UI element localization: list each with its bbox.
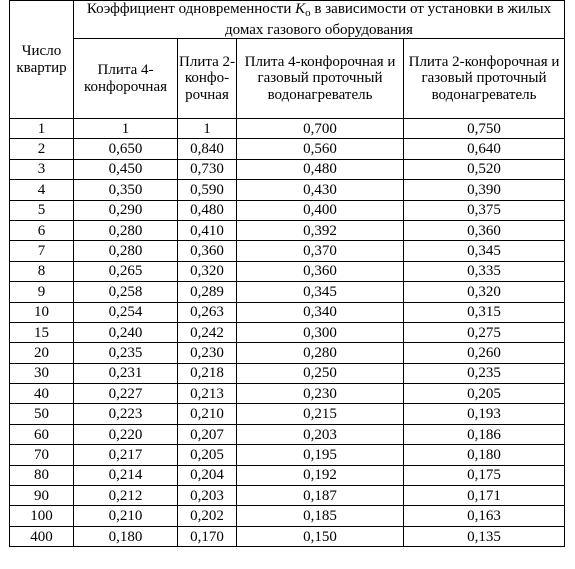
cell-stove-4: 0,223: [74, 404, 178, 424]
coefficient-table: [9, 0, 565, 547]
table-row: [10, 322, 565, 342]
cell-stove-4-heater: 0,430: [237, 180, 404, 200]
cell-flat-count: 10: [10, 302, 74, 322]
cell-stove-2-heater: 0,315: [404, 302, 565, 322]
column-header-row: [10, 39, 565, 119]
cell-flat-count: 60: [10, 424, 74, 444]
cell-stove-4: 0,280: [74, 241, 178, 261]
cell-flat-count: 100: [10, 506, 74, 526]
cell-stove-4: 0,280: [74, 220, 178, 240]
group-header-text-before: Коэффициент одновременности: [86, 1, 296, 17]
cell-stove-4-heater: 0,150: [237, 526, 404, 546]
cell-stove-4: 0,650: [74, 139, 178, 159]
cell-stove-4: 0,227: [74, 384, 178, 404]
table-row: [10, 261, 565, 281]
cell-stove-2: 0,263: [178, 302, 237, 322]
cell-stove-4-heater: 0,480: [237, 159, 404, 179]
cell-stove-4-heater: 0,360: [237, 261, 404, 281]
cell-stove-4: 0,290: [74, 200, 178, 220]
table-row: [10, 384, 565, 404]
header-stove-2-burner: Плита 2-конфо-рочная: [178, 39, 237, 119]
cell-stove-2: 0,590: [178, 180, 237, 200]
cell-stove-4-heater: 0,203: [237, 424, 404, 444]
cell-stove-2: 0,210: [178, 404, 237, 424]
cell-stove-2-heater: 0,275: [404, 322, 565, 342]
cell-stove-4-heater: 0,700: [237, 119, 404, 139]
cell-stove-2: 0,204: [178, 465, 237, 485]
cell-stove-4-heater: 0,230: [237, 384, 404, 404]
table-row: [10, 200, 565, 220]
table-row: [10, 506, 565, 526]
cell-stove-2-heater: 0,135: [404, 526, 565, 546]
cell-flat-count: 80: [10, 465, 74, 485]
cell-stove-4: 0,254: [74, 302, 178, 322]
cell-stove-2: 0,170: [178, 526, 237, 546]
cell-stove-4-heater: 0,400: [237, 200, 404, 220]
cell-stove-4-heater: 0,195: [237, 445, 404, 465]
cell-stove-4-heater: 0,215: [237, 404, 404, 424]
table-row: [10, 119, 565, 139]
cell-stove-4-heater: 0,370: [237, 241, 404, 261]
cell-flat-count: 9: [10, 282, 74, 302]
cell-stove-2: 1: [178, 119, 237, 139]
cell-stove-2: 0,410: [178, 220, 237, 240]
cell-stove-2: 0,230: [178, 343, 237, 363]
cell-flat-count: 15: [10, 322, 74, 342]
cell-stove-2-heater: 0,320: [404, 282, 565, 302]
header-stove-4-burner-water-heater: Плита 4-конфорочная и газовый проточный водонагреватель: [237, 39, 404, 119]
cell-stove-2: 0,360: [178, 241, 237, 261]
cell-flat-count: 5: [10, 200, 74, 220]
cell-stove-4-heater: 0,185: [237, 506, 404, 526]
cell-stove-2: 0,202: [178, 506, 237, 526]
cell-flat-count: 50: [10, 404, 74, 424]
cell-stove-2-heater: 0,180: [404, 445, 565, 465]
cell-stove-4-heater: 0,392: [237, 220, 404, 240]
cell-stove-2-heater: 0,175: [404, 465, 565, 485]
cell-flat-count: 1: [10, 119, 74, 139]
table-row: [10, 180, 565, 200]
cell-flat-count: 7: [10, 241, 74, 261]
cell-stove-4: 0,217: [74, 445, 178, 465]
table-row: [10, 486, 565, 506]
cell-stove-2-heater: 0,186: [404, 424, 565, 444]
cell-flat-count: 6: [10, 220, 74, 240]
cell-stove-2-heater: 0,360: [404, 220, 565, 240]
cell-flat-count: 30: [10, 363, 74, 383]
table-row: [10, 302, 565, 322]
cell-stove-2-heater: 0,171: [404, 486, 565, 506]
cell-stove-4: 0,212: [74, 486, 178, 506]
table-row: [10, 139, 565, 159]
cell-stove-4: 0,180: [74, 526, 178, 546]
cell-stove-4-heater: 0,300: [237, 322, 404, 342]
table-row: [10, 526, 565, 546]
table-row: [10, 282, 565, 302]
cell-stove-4: 0,214: [74, 465, 178, 485]
cell-stove-2: 0,213: [178, 384, 237, 404]
cell-stove-4-heater: 0,280: [237, 343, 404, 363]
cell-stove-2-heater: 0,163: [404, 506, 565, 526]
cell-stove-2: 0,207: [178, 424, 237, 444]
cell-stove-4: 0,210: [74, 506, 178, 526]
table-row: [10, 424, 565, 444]
table-row: [10, 404, 565, 424]
cell-stove-2: 0,320: [178, 261, 237, 281]
cell-flat-count: 2: [10, 139, 74, 159]
table-row: [10, 159, 565, 179]
table-row: [10, 363, 565, 383]
cell-stove-2: 0,730: [178, 159, 237, 179]
cell-stove-4-heater: 0,187: [237, 486, 404, 506]
table-row: [10, 220, 565, 240]
group-header-row: [10, 1, 565, 39]
cell-stove-4-heater: 0,345: [237, 282, 404, 302]
cell-stove-4: 0,258: [74, 282, 178, 302]
table-row: [10, 465, 565, 485]
cell-flat-count: 20: [10, 343, 74, 363]
cell-flat-count: 40: [10, 384, 74, 404]
table-row: [10, 445, 565, 465]
table-row: [10, 343, 565, 363]
table-body: [10, 119, 565, 547]
cell-flat-count: 4: [10, 180, 74, 200]
cell-stove-2-heater: 0,235: [404, 363, 565, 383]
header-flat-count: Число квартир: [10, 1, 74, 119]
cell-stove-2-heater: 0,640: [404, 139, 565, 159]
table-row: [10, 241, 565, 261]
group-header-text-after: в зависимости от установки в жилых домах газового оборудования: [225, 1, 552, 38]
cell-stove-2: 0,218: [178, 363, 237, 383]
cell-stove-2: 0,289: [178, 282, 237, 302]
table-container: [9, 0, 565, 547]
cell-stove-2: 0,205: [178, 445, 237, 465]
cell-flat-count: 3: [10, 159, 74, 179]
cell-stove-2-heater: 0,205: [404, 384, 565, 404]
header-stove-4-burner: Плита 4-конфорочная: [74, 39, 178, 119]
cell-stove-4: 0,235: [74, 343, 178, 363]
cell-stove-4: 0,240: [74, 322, 178, 342]
cell-stove-4: 0,350: [74, 180, 178, 200]
cell-stove-2-heater: 0,375: [404, 200, 565, 220]
cell-stove-2: 0,203: [178, 486, 237, 506]
cell-stove-4-heater: 0,250: [237, 363, 404, 383]
cell-stove-4: 0,265: [74, 261, 178, 281]
cell-stove-2: 0,480: [178, 200, 237, 220]
cell-stove-2-heater: 0,520: [404, 159, 565, 179]
cell-stove-2-heater: 0,335: [404, 261, 565, 281]
cell-stove-2-heater: 0,345: [404, 241, 565, 261]
cell-stove-4: 0,220: [74, 424, 178, 444]
header-coefficient-group: [74, 1, 565, 39]
cell-stove-2: 0,840: [178, 139, 237, 159]
coefficient-symbol: K: [295, 1, 306, 17]
cell-stove-2-heater: 0,750: [404, 119, 565, 139]
cell-stove-2-heater: 0,260: [404, 343, 565, 363]
cell-stove-2-heater: 0,390: [404, 180, 565, 200]
header-stove-2-burner-water-heater: Плита 2-конфорочная и газовый проточный водонагреватель: [404, 39, 565, 119]
cell-stove-2-heater: 0,193: [404, 404, 565, 424]
cell-flat-count: 400: [10, 526, 74, 546]
cell-stove-4: 0,231: [74, 363, 178, 383]
coefficient-subscript: о: [305, 7, 311, 19]
cell-stove-4: 1: [74, 119, 178, 139]
cell-stove-4-heater: 0,340: [237, 302, 404, 322]
cell-flat-count: 70: [10, 445, 74, 465]
cell-stove-4-heater: 0,192: [237, 465, 404, 485]
cell-stove-4-heater: 0,560: [237, 139, 404, 159]
cell-flat-count: 8: [10, 261, 74, 281]
cell-stove-4: 0,450: [74, 159, 178, 179]
cell-stove-2: 0,242: [178, 322, 237, 342]
cell-flat-count: 90: [10, 486, 74, 506]
